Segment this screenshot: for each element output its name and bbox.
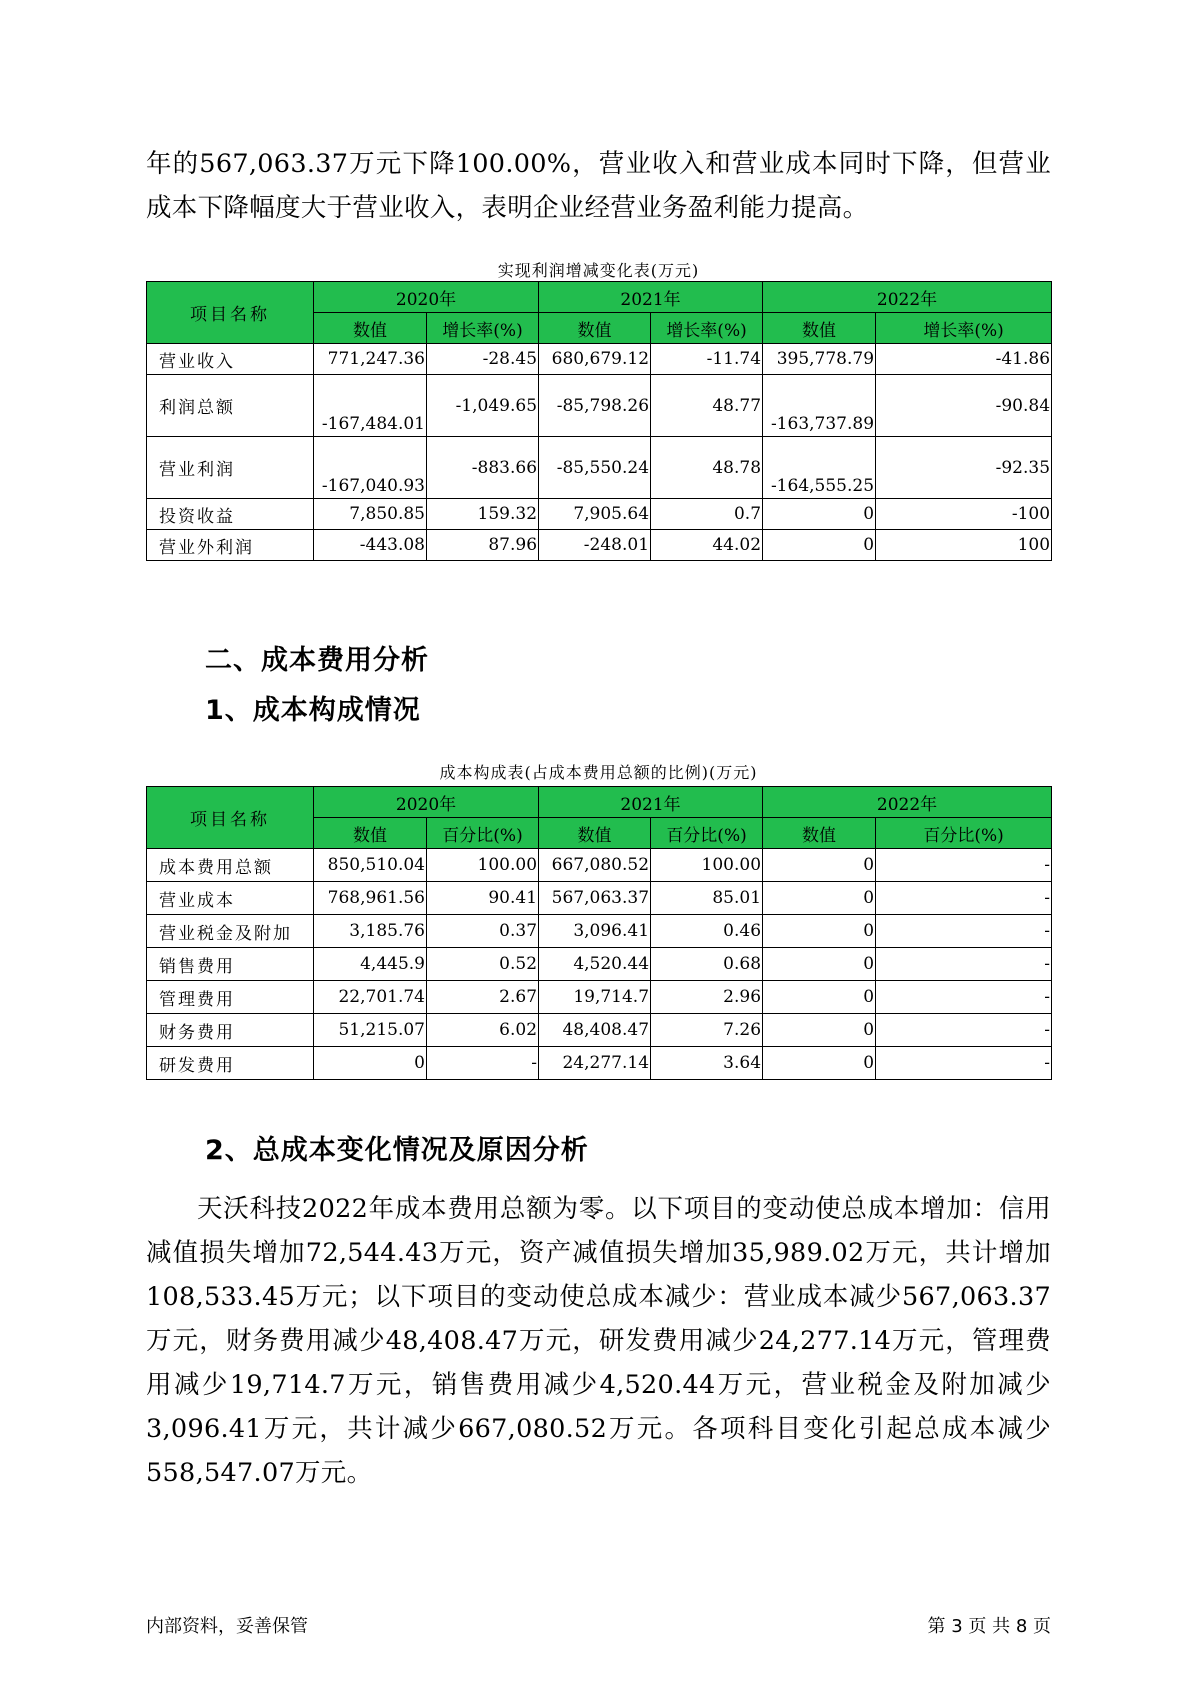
- table-cell: 0.68: [651, 948, 763, 981]
- profit-subheader-value: 数值: [314, 313, 427, 344]
- profit-header-year: 2021年: [539, 282, 763, 313]
- table-cell: -92.35: [876, 437, 1052, 499]
- table-cell: -883.66: [427, 437, 539, 499]
- table-row: [147, 499, 1052, 530]
- table-row: [147, 375, 1052, 437]
- table-cell: 0: [314, 1047, 427, 1080]
- table-cell: 87.96: [427, 530, 539, 561]
- table-cell: 44.02: [651, 530, 763, 561]
- cost-table-caption: 成本构成表(占成本费用总额的比例)(万元): [439, 763, 758, 782]
- table-cell: 3.64: [651, 1047, 763, 1080]
- table-cell: -: [876, 915, 1052, 948]
- table-cell: 24,277.14: [539, 1047, 651, 1080]
- table-cell: 768,961.56: [314, 882, 427, 915]
- table-cell: 0.52: [427, 948, 539, 981]
- profit-subheader-rate: 增长率(%): [651, 313, 763, 344]
- table-cell: 4,445.9: [314, 948, 427, 981]
- row-label: 营业税金及附加: [147, 915, 314, 948]
- cost-table: [146, 786, 1052, 1080]
- table-cell: 0: [763, 1047, 876, 1080]
- profit-header-name: 项目名称: [147, 282, 314, 344]
- row-label: 营业收入: [147, 344, 314, 375]
- row-label: 财务费用: [147, 1014, 314, 1047]
- table-row: [147, 437, 1052, 499]
- table-cell: 0: [763, 948, 876, 981]
- cost-header-year: 2021年: [539, 787, 763, 818]
- cost-subheader-pct: 百分比(%): [651, 818, 763, 849]
- table-cell: 567,063.37: [539, 882, 651, 915]
- row-label: 成本费用总额: [147, 849, 314, 882]
- table-cell: 0: [763, 1014, 876, 1047]
- profit-subheader-rate: 增长率(%): [876, 313, 1052, 344]
- profit-table-caption: 实现利润增减变化表(万元): [497, 261, 700, 280]
- table-cell: 0: [763, 499, 876, 530]
- table-cell: 3,096.41: [539, 915, 651, 948]
- table-row: [147, 882, 1052, 915]
- table-cell: -90.84: [876, 375, 1052, 437]
- intro-paragraph: [146, 142, 1051, 230]
- row-label: 投资收益: [147, 499, 314, 530]
- row-label: 管理费用: [147, 981, 314, 1014]
- table-row: [147, 948, 1052, 981]
- table-cell: 0.7: [651, 499, 763, 530]
- table-cell: -41.86: [876, 344, 1052, 375]
- cost-subheader-value: 数值: [314, 818, 427, 849]
- table-cell: 0: [763, 530, 876, 561]
- intro-text: 年的567,063.37万元下降100.00%，营业收入和营业成本同时下降，但营业成本下降幅度大于营业收入，表明企业经营业务盈利能力提高。: [146, 149, 1051, 223]
- table-cell: -1,049.65: [427, 375, 539, 437]
- table-cell: -: [876, 849, 1052, 882]
- cost-subheader-pct: 百分比(%): [427, 818, 539, 849]
- table-cell: 100.00: [427, 849, 539, 882]
- footer-page-number: 第 3 页 共 8 页: [927, 1616, 1051, 1637]
- analysis-paragraph: [146, 1187, 1051, 1495]
- subsection-heading: 1、成本构成情况: [205, 695, 421, 726]
- table-cell: 680,679.12: [539, 344, 651, 375]
- table-cell: 4,520.44: [539, 948, 651, 981]
- table-cell: 19,714.7: [539, 981, 651, 1014]
- table-cell: 0.46: [651, 915, 763, 948]
- table-cell: -167,484.01: [314, 375, 427, 437]
- table-cell: 0: [763, 849, 876, 882]
- table-row: [147, 981, 1052, 1014]
- footer-left: 内部资料，妥善保管: [146, 1616, 308, 1637]
- table-cell: 2.67: [427, 981, 539, 1014]
- table-cell: 100: [876, 530, 1052, 561]
- table-cell: 771,247.36: [314, 344, 427, 375]
- table-cell: -: [876, 1014, 1052, 1047]
- table-cell: 51,215.07: [314, 1014, 427, 1047]
- table-row: [147, 344, 1052, 375]
- profit-subheader-value: 数值: [539, 313, 651, 344]
- table-row: [147, 1014, 1052, 1047]
- table-cell: 48.78: [651, 437, 763, 499]
- profit-subheader-value: 数值: [763, 313, 876, 344]
- analysis-text: 天沃科技2022年成本费用总额为零。以下项目的变动使总成本增加：信用减值损失增加72,544.43万元，资产减值损失增加35,989.02万元，共计增加108,533.45万元；以下项目的变动使总成本减少：营业成本减少567,063.37万元，财务费用减少48,408.47万元，研发费用减少24,277.14万元，管理费用减少19,714.7万元，销售费用减少4,520.44万元，营业税金及附加减少3,096.41万元，共计减少667,080.52万元。各项科目变化引起总成本减少558,547.07万元。: [146, 1194, 1051, 1488]
- table-cell: 2.96: [651, 981, 763, 1014]
- table-cell: -: [876, 882, 1052, 915]
- table-cell: 395,778.79: [763, 344, 876, 375]
- table-cell: 0: [763, 981, 876, 1014]
- cost-header-year: 2020年: [314, 787, 539, 818]
- row-label: 利润总额: [147, 375, 314, 437]
- table-cell: -: [427, 1047, 539, 1080]
- table-cell: 90.41: [427, 882, 539, 915]
- table-row: [147, 530, 1052, 561]
- table-cell: 0.37: [427, 915, 539, 948]
- table-row: [147, 1047, 1052, 1080]
- cost-header-year: 2022年: [763, 787, 1052, 818]
- row-label: 营业利润: [147, 437, 314, 499]
- table-cell: -164,555.25: [763, 437, 876, 499]
- table-cell: 3,185.76: [314, 915, 427, 948]
- table-cell: 7.26: [651, 1014, 763, 1047]
- table-cell: -443.08: [314, 530, 427, 561]
- table-cell: -248.01: [539, 530, 651, 561]
- profit-subheader-rate: 增长率(%): [427, 313, 539, 344]
- table-cell: 22,701.74: [314, 981, 427, 1014]
- table-cell: 100.00: [651, 849, 763, 882]
- table-cell: -100: [876, 499, 1052, 530]
- cost-subheader-value: 数值: [539, 818, 651, 849]
- table-cell: -85,550.24: [539, 437, 651, 499]
- subsection-heading: 2、总成本变化情况及原因分析: [205, 1135, 589, 1166]
- table-cell: -28.45: [427, 344, 539, 375]
- table-cell: 159.32: [427, 499, 539, 530]
- row-label: 营业外利润: [147, 530, 314, 561]
- cost-header-name: 项目名称: [147, 787, 314, 849]
- table-cell: 0: [763, 882, 876, 915]
- table-cell: -: [876, 981, 1052, 1014]
- table-cell: -: [876, 1047, 1052, 1080]
- row-label: 营业成本: [147, 882, 314, 915]
- table-cell: 0: [763, 915, 876, 948]
- table-cell: 48.77: [651, 375, 763, 437]
- table-cell: -163,737.89: [763, 375, 876, 437]
- table-cell: 667,080.52: [539, 849, 651, 882]
- table-cell: 7,850.85: [314, 499, 427, 530]
- table-cell: 6.02: [427, 1014, 539, 1047]
- table-cell: -167,040.93: [314, 437, 427, 499]
- table-cell: -11.74: [651, 344, 763, 375]
- cost-subheader-value: 数值: [763, 818, 876, 849]
- table-cell: -: [876, 948, 1052, 981]
- table-cell: 850,510.04: [314, 849, 427, 882]
- row-label: 研发费用: [147, 1047, 314, 1080]
- profit-header-year: 2022年: [763, 282, 1052, 313]
- profit-table: [146, 281, 1052, 561]
- cost-subheader-pct: 百分比(%): [876, 818, 1052, 849]
- table-row: [147, 915, 1052, 948]
- section-heading: 二、成本费用分析: [205, 645, 429, 676]
- row-label: 销售费用: [147, 948, 314, 981]
- table-row: [147, 849, 1052, 882]
- table-cell: -85,798.26: [539, 375, 651, 437]
- profit-header-year: 2020年: [314, 282, 539, 313]
- table-cell: 85.01: [651, 882, 763, 915]
- table-cell: 48,408.47: [539, 1014, 651, 1047]
- table-cell: 7,905.64: [539, 499, 651, 530]
